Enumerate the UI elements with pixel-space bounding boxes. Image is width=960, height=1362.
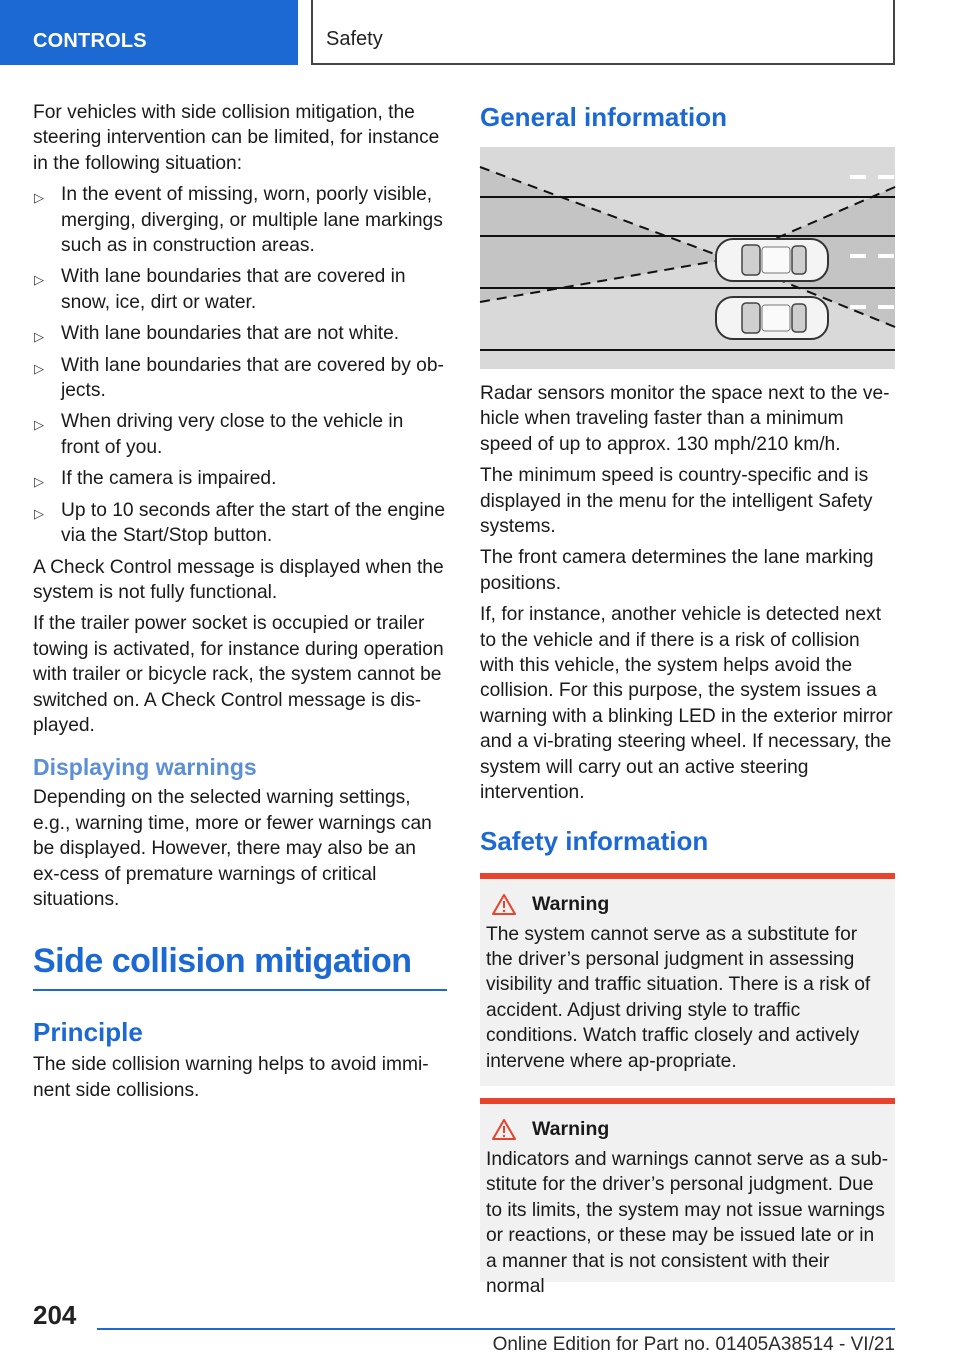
trailer-paragraph: If the trailer power socket is occupied or trailer towing is activated, for instance during operation with trailer or bicycle rack, the system cannot be switched on. A Check Control message is dis-played. bbox=[33, 613, 444, 736]
list-item: ▷ With lane boundaries that are covered in snow, ice, dirt or water. bbox=[34, 266, 406, 313]
safety-information-heading: Safety information bbox=[480, 825, 709, 856]
triangle-bullet-icon: ▷ bbox=[34, 329, 44, 345]
section-tab: CONTROLS bbox=[0, 0, 298, 65]
warning-text: Indicators and warnings cannot serve as a sub-stitute for the driver’s personal judgment. Due to its limits, the system may not issue warnings or reactions, or these may be issued late or in a manner that is not consistent with their normal bbox=[486, 1148, 889, 1297]
triangle-bullet-icon: ▷ bbox=[34, 417, 44, 433]
page-number: 204 bbox=[33, 1300, 77, 1330]
warning-box bbox=[480, 1098, 895, 1297]
edition-footer: Online Edition for Part no. 01405A38514 - VI/21 bbox=[492, 1334, 895, 1355]
check-control-paragraph: A Check Control message is displayed when the system is not fully functional. bbox=[33, 556, 444, 603]
left-column bbox=[33, 100, 447, 1109]
list-item: ▷ With lane boundaries that are not white. bbox=[33, 321, 447, 346]
footer-divider bbox=[97, 1328, 895, 1330]
general-information-heading: General information bbox=[480, 102, 728, 132]
list-item: ▷ In the event of missing, worn, poorly visible, merging, diverging, or multiple lane markings such as in construction areas. bbox=[34, 184, 443, 257]
triangle-bullet-icon: ▷ bbox=[34, 190, 44, 206]
car-icon bbox=[716, 239, 828, 281]
limitations-list bbox=[33, 182, 447, 548]
triangle-bullet-icon: ▷ bbox=[34, 360, 44, 376]
paragraph: Radar sensors monitor the space next to the ve-hicle when traveling faster than a minimum speed of up to approx. 130 mph/210 km/h. bbox=[480, 383, 890, 455]
warning-title: Warning bbox=[532, 1117, 610, 1140]
warning-triangle-icon bbox=[492, 893, 516, 915]
chapter-title: Safety bbox=[311, 0, 895, 65]
warning-box bbox=[480, 873, 895, 1086]
list-item: ▷ If the camera is impaired. bbox=[33, 466, 447, 491]
warning-title: Warning bbox=[532, 892, 610, 915]
list-item: ▷ When driving very close to the vehicle in front of you. bbox=[34, 411, 404, 458]
car-icon bbox=[716, 297, 828, 339]
paragraph: The minimum speed is country-specific and is displayed in the menu for the intelligent Safety systems. bbox=[480, 465, 873, 538]
triangle-bullet-icon: ▷ bbox=[34, 272, 44, 288]
triangle-bullet-icon: ▷ bbox=[34, 505, 44, 521]
radar-coverage-illustration bbox=[480, 147, 895, 369]
displaying-warnings-heading: Displaying warnings bbox=[33, 754, 257, 781]
warning-triangle-icon bbox=[492, 1118, 516, 1140]
paragraph: If, for instance, another vehicle is detected next to the vehicle and if there is a risk of collision with this vehicle, the system helps avoid the collision. For this purpose, the system issues a warning with a blinking LED in the exterior mirror and a vi-brating steering wheel. If necessary, the system will carry out an active steering intervention. bbox=[480, 604, 893, 804]
warning-text: The system cannot serve as a substitute for the driver’s personal judgment in assessing visibility and traffic situation. There is a risk of accident. Adjust driving style to traffic conditions. Watch traffic closely and actively intervene where ap-propriate. bbox=[486, 923, 871, 1072]
principle-paragraph: The side collision warning helps to avoid immi-nent side collisions. bbox=[33, 1054, 429, 1101]
principle-heading: Principle bbox=[33, 1017, 143, 1048]
right-column bbox=[480, 100, 895, 1297]
triangle-bullet-icon: ▷ bbox=[34, 474, 44, 490]
displaying-warnings-paragraph: Depending on the selected warning settings, e.g., warning time, more or fewer warnings can be displayed. However, there may also be an ex-cess of premature warnings of critical situations. bbox=[33, 787, 432, 910]
side-collision-heading: Side collision mitigation bbox=[33, 942, 447, 991]
intro-paragraph: For vehicles with side collision mitigation, the steering intervention can be limited, for instance in the following situation: bbox=[33, 102, 440, 174]
list-item: ▷ With lane boundaries that are covered by ob-jects. bbox=[34, 354, 444, 402]
list-item: ▷ Up to 10 seconds after the start of the engine via the Start/Stop button. bbox=[34, 499, 445, 547]
paragraph: The front camera determines the lane marking positions. bbox=[480, 547, 874, 594]
